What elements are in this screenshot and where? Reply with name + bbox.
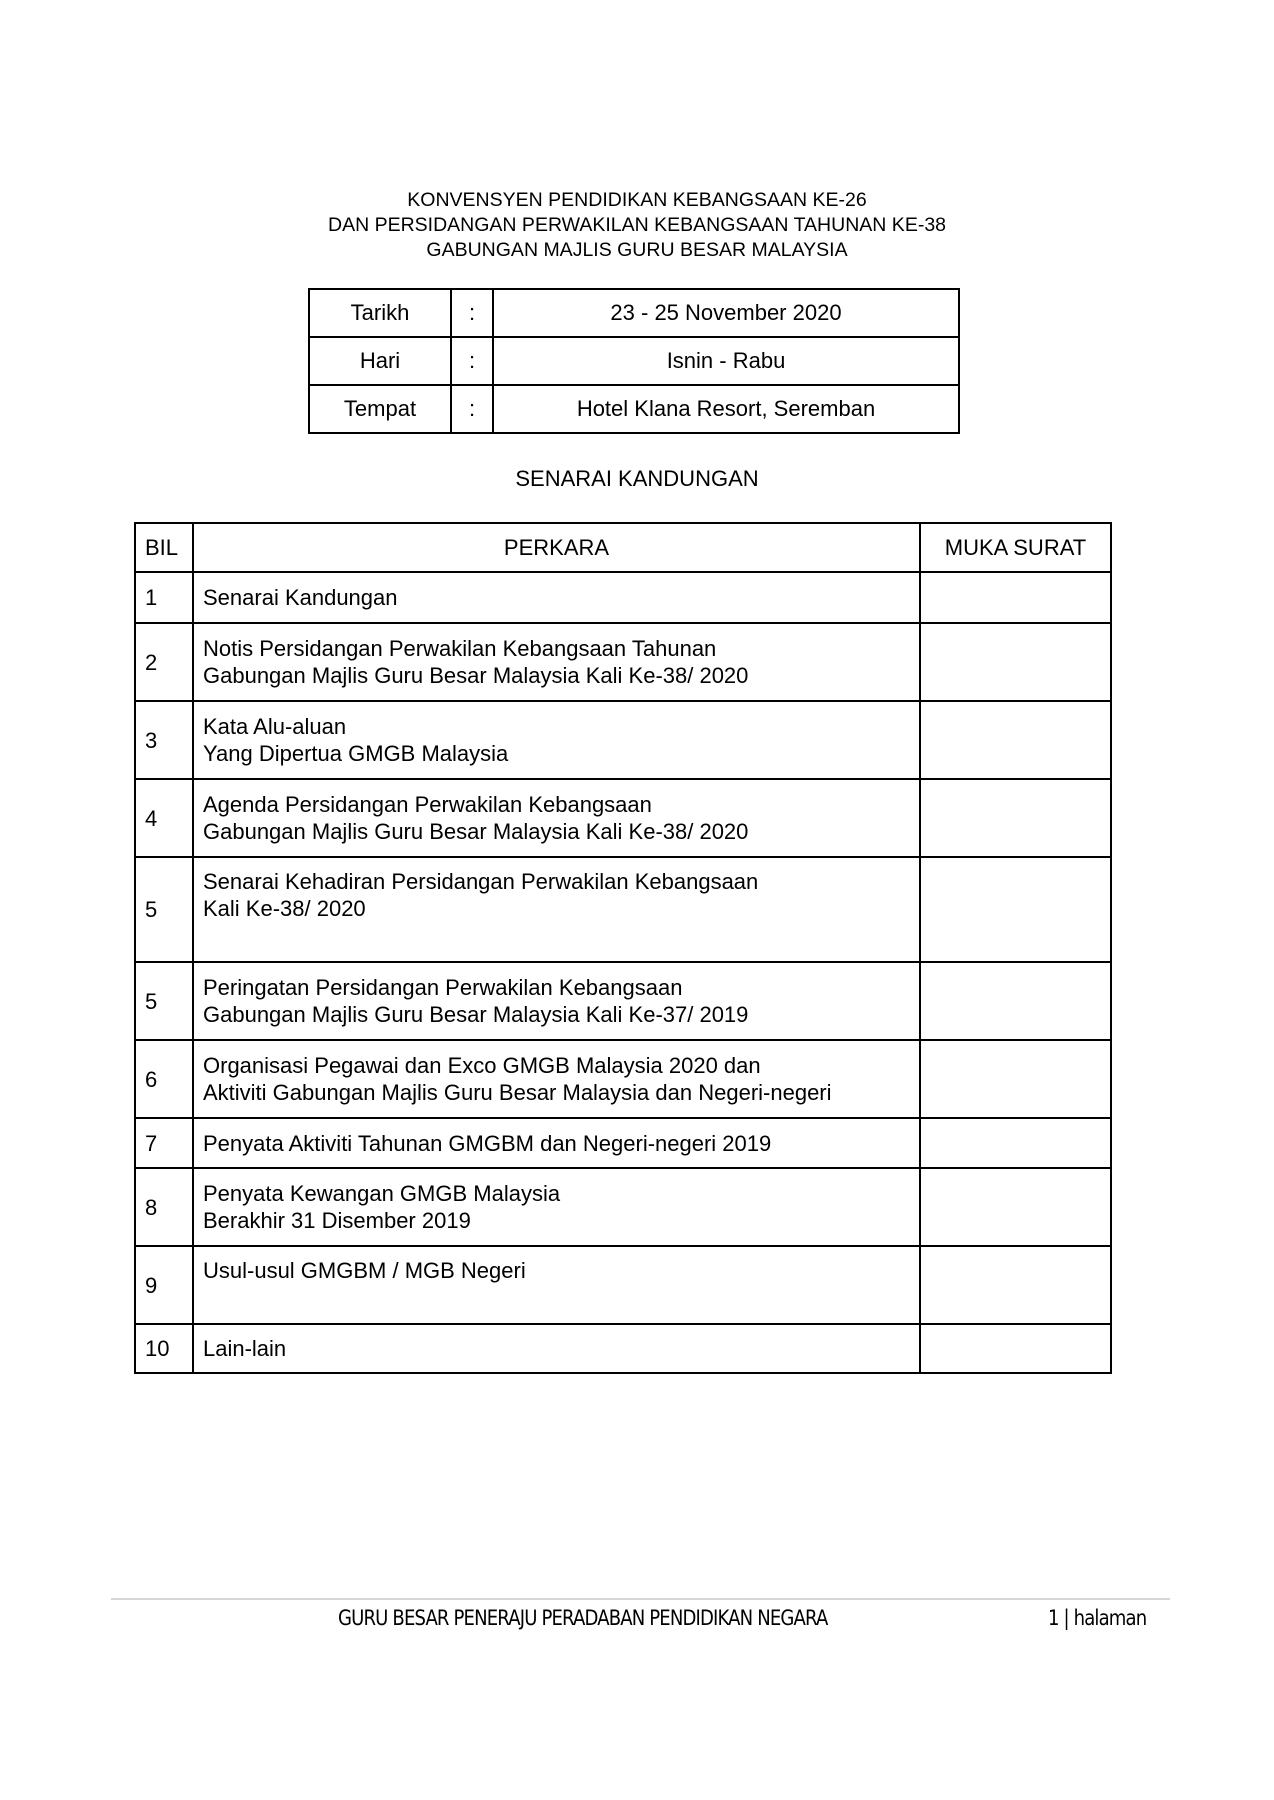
row-perkara (193, 1246, 920, 1324)
info-label: Hari (309, 337, 451, 385)
perkara-line: Gabungan Majlis Guru Besar Malaysia Kali Ke-38/ 2020 (203, 663, 749, 688)
perkara-line: Organisasi Pegawai dan Exco GMGB Malaysia 2020 dan (203, 1053, 761, 1078)
perkara-line: Penyata Aktiviti Tahunan GMGBM dan Negeri-negeri 2019 (203, 1130, 772, 1156)
row-muka-surat (920, 623, 1111, 701)
row-perkara (193, 779, 920, 857)
title-line: KONVENSYEN PENDIDIKAN KEBANGSAAN KE-26 (407, 189, 867, 211)
toc-row (135, 1118, 1111, 1168)
row-muka-surat (920, 701, 1111, 779)
footer-divider (111, 1598, 1170, 1600)
row-perkara (193, 623, 920, 701)
row-bil: 3 (135, 701, 193, 779)
row-perkara (193, 1168, 920, 1246)
row-muka-surat (920, 1246, 1111, 1324)
row-perkara (193, 962, 920, 1040)
row-bil: 5 (135, 962, 193, 1040)
footer-motto: GURU BESAR PENERAJU PERADABAN PENDIDIKAN NEGARA (338, 1606, 828, 1630)
row-bil: 1 (135, 572, 193, 623)
row-perkara (193, 857, 920, 962)
row-bil: 8 (135, 1168, 193, 1246)
info-label: Tarikh (309, 289, 451, 337)
title-line: GABUNGAN MAJLIS GURU BESAR MALAYSIA (426, 239, 848, 261)
perkara-line: Senarai Kehadiran Persidangan Perwakilan Kebangsaan (203, 869, 759, 894)
row-bil: 10 (135, 1324, 193, 1373)
header-muka-surat: MUKA SURAT (920, 523, 1111, 572)
row-muka-surat (920, 1118, 1111, 1168)
perkara-line: Yang Dipertua GMGB Malaysia (203, 741, 509, 766)
info-value: Hotel Klana Resort, Seremban (493, 385, 959, 433)
perkara-line: Gabungan Majlis Guru Besar Malaysia Kali Ke-37/ 2019 (203, 1002, 749, 1027)
header-perkara: PERKARA (193, 523, 920, 572)
perkara-line: Usul-usul GMGBM / MGB Negeri (203, 1258, 526, 1283)
event-info-table (308, 288, 960, 434)
row-muka-surat (920, 1168, 1111, 1246)
row-bil: 4 (135, 779, 193, 857)
toc-row (135, 1168, 1111, 1246)
perkara-line: Agenda Persidangan Perwakilan Kebangsaan (203, 792, 652, 817)
row-muka-surat (920, 857, 1111, 962)
row-bil: 6 (135, 1040, 193, 1118)
perkara-line: Notis Persidangan Perwakilan Kebangsaan Tahunan (203, 636, 717, 661)
row-perkara (193, 1324, 920, 1373)
perkara-line: Kata Alu-aluan (203, 714, 347, 739)
row-bil: 5 (135, 857, 193, 962)
header-bil: BIL (135, 523, 193, 572)
row-muka-surat (920, 962, 1111, 1040)
perkara-line: Peringatan Persidangan Perwakilan Kebangsaan (203, 975, 683, 1000)
toc-title: SENARAI KANDUNGAN (515, 466, 759, 491)
row-perkara (193, 701, 920, 779)
info-separator: : (451, 385, 493, 433)
info-separator: : (451, 337, 493, 385)
row-muka-surat (920, 779, 1111, 857)
row-perkara (193, 1040, 920, 1118)
perkara-line: Aktiviti Gabungan Majlis Guru Besar Malaysia dan Negeri-negeri (203, 1080, 832, 1105)
toc-table (134, 522, 1112, 1374)
row-perkara (193, 572, 920, 623)
perkara-line: Berakhir 31 Disember 2019 (203, 1208, 471, 1233)
toc-row (135, 1040, 1111, 1118)
row-perkara (193, 1118, 920, 1168)
info-row-venue (309, 385, 959, 433)
toc-row (135, 623, 1111, 701)
row-bil: 7 (135, 1118, 193, 1168)
row-muka-surat (920, 1324, 1111, 1373)
toc-row (135, 962, 1111, 1040)
info-label: Tempat (309, 385, 451, 433)
info-row-date (309, 289, 959, 337)
document-title (0, 188, 1274, 263)
toc-row (135, 1324, 1111, 1373)
toc-header-row (135, 523, 1111, 572)
row-bil: 9 (135, 1246, 193, 1324)
perkara-line: Senarai Kandungan (203, 585, 398, 610)
row-muka-surat (920, 572, 1111, 623)
perkara-line: Lain-lain (203, 1336, 287, 1361)
perkara-line: Penyata Kewangan GMGB Malaysia (203, 1181, 561, 1206)
info-value: 23 - 25 November 2020 (493, 289, 959, 337)
row-muka-surat (920, 1040, 1111, 1118)
info-separator: : (451, 289, 493, 337)
perkara-line: Gabungan Majlis Guru Besar Malaysia Kali Ke-38/ 2020 (203, 819, 749, 844)
toc-row (135, 779, 1111, 857)
toc-row (135, 701, 1111, 779)
info-value: Isnin - Rabu (493, 337, 959, 385)
page-number: 1 | halaman (1048, 1606, 1147, 1630)
toc-row (135, 857, 1111, 962)
title-line: DAN PERSIDANGAN PERWAKILAN KEBANGSAAN TAHUNAN KE-38 (327, 214, 947, 236)
toc-row (135, 1246, 1111, 1324)
info-row-day (309, 337, 959, 385)
row-bil: 2 (135, 623, 193, 701)
perkara-line: Kali Ke-38/ 2020 (203, 896, 366, 921)
toc-row (135, 572, 1111, 623)
